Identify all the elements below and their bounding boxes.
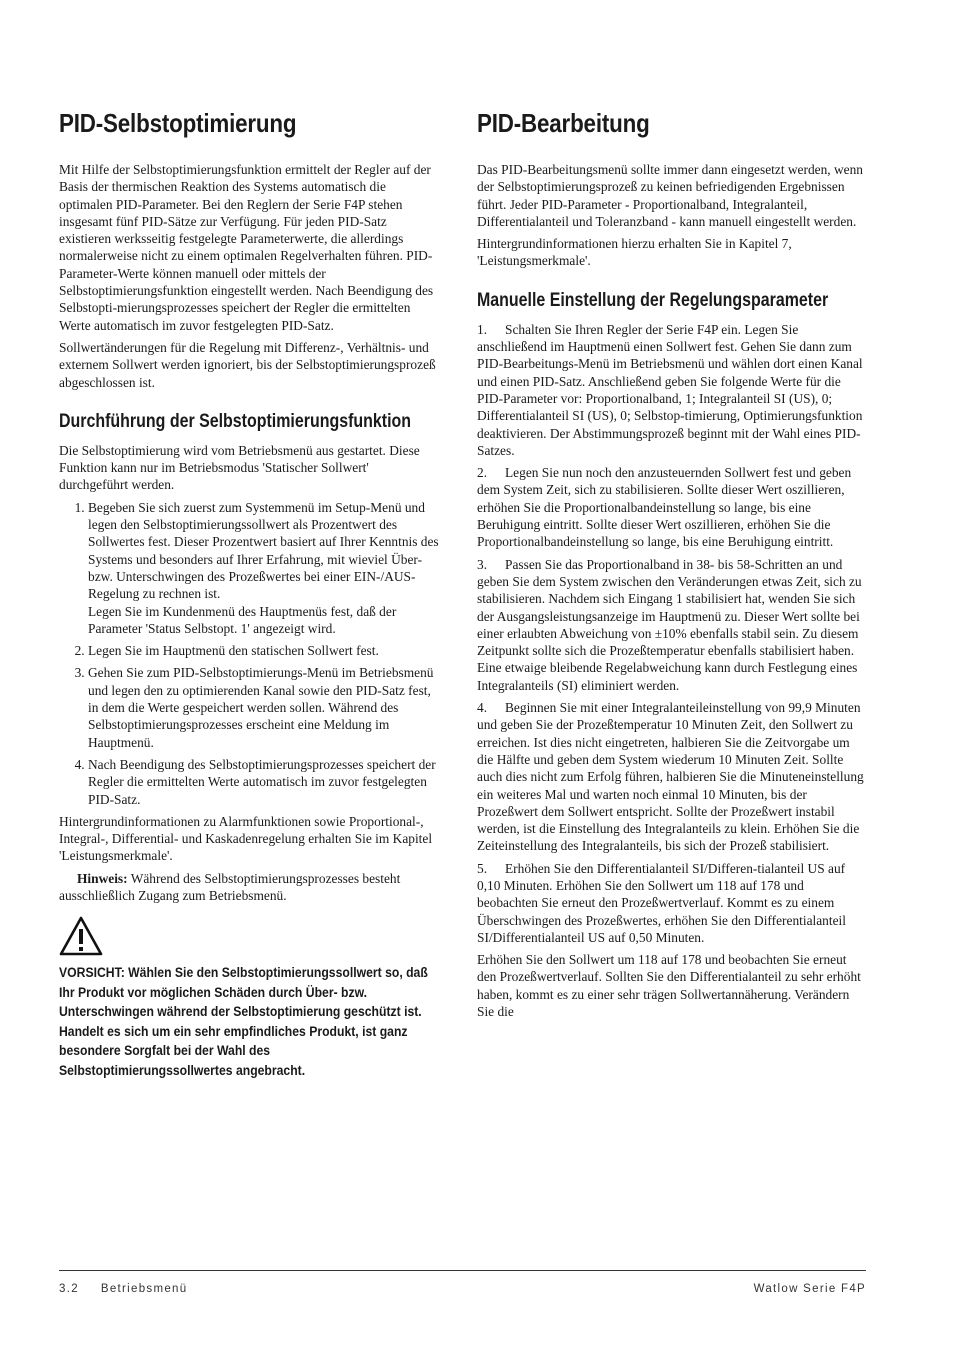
step-paragraph (477, 699, 866, 855)
step-number: 4. (477, 700, 488, 716)
intro-paragraph: Mit Hilfe der Selbstoptimierungsfunktion ermittelt der Regler auf der Basis der thermischen Reaktion des Systems automatisch die optimalen PID-Parameter. Bei den Reglern der Serie F4P stehen insgesamt fünf PID-Sätze zur Verfügung. Für jeden PID-Satz existieren werksseitig festgelegte Parameterwerte, die allerdings normalerweise nicht zu einem optimalen Regelverhalten führen. PID-Parameter-Werte können manuell oder mittels der Selbstoptimierungsfunktion eingestellt werden. Nach Beendigung des Selbstopti-mierungsprozesses speichert der Regler die ermittelten Werte automatisch im zuvor festgelegten PID-Satz. (59, 162, 434, 333)
note-paragraph (59, 870, 441, 905)
step-extra-paragraph: Legen Sie im Kundenmenü des Hauptmenüs fest, daß der Parameter 'Status Selbstopt. 1' angezeigt wird. (88, 603, 397, 636)
page-title-pid-selbstoptimierung: PID-Selbstoptimierung (59, 108, 297, 138)
caution-text: VORSICHT: Wählen Sie den Selbstoptimierungssollwert so, daß Ihr Produkt vor möglichen Schäden durch Über- bzw. Unterschwingen während der Selbstoptimierung geschützt ist. Handelt es sich um ein sehr empfindliches Produkt, ist ganz besondere Sorgfalt bei der Wahl des Selbstoptimierungssollwertes angebracht. (59, 965, 428, 1079)
footer-left (59, 1283, 187, 1295)
background-paragraph: Hintergrundinformationen zu Alarmfunktionen sowie Proportional-, Integral-, Differential- und Kaskadenregelung erhalten Sie im Kapitel 'Leistungsmerkmale'. (59, 813, 433, 864)
setpoint-paragraph: Sollwertänderungen für die Regelung mit Differenz-, Verhältnis- und externem Sollwert werden ignoriert, bis der Selbstoptimierungsprozeß abgeschlossen ist. (59, 339, 436, 390)
closing-paragraph: Erhöhen Sie den Sollwert um 118 auf 178 und beobachten Sie erneut den Prozeßwertverlauf. Sollten Sie den Differentialanteil zu sehr erhöht haben, kommt es zu einer sehr trägen Sollwertannäherung. Verändern Sie die (477, 952, 861, 1020)
page-number: 3.2 (59, 1283, 79, 1295)
left-column (59, 108, 441, 1086)
page-title-pid-bearbeitung: PID-Bearbeitung (477, 108, 650, 138)
step-text: Erhöhen Sie den Differentialanteil SI/Differen-tialanteil US auf 0,10 Minuten. Erhöhen Sie den Sollwert um 118 auf 178 und beobachten Sie erneut den Prozeßwertverlauf. Kommt es zu einem Überschwingen des Prozeßwertes, erhöhen Sie den Differentialanteil SI/Differentialanteil US auf 0,50 Minuten. (477, 860, 846, 945)
section-paragraph: Die Selbstoptimierung wird vom Betriebsmenü aus gestartet. Diese Funktion kann nur im Betriebsmodus 'Statischer Sollwert' durchgeführt werden. (59, 442, 420, 493)
footer-product-name: Watlow Serie F4P (753, 1283, 866, 1295)
step-text: Passen Sie das Proportionalband in 38- bis 58-Schritten an und geben Sie dem System zwischen den Veränderungen etwas Zeit, sich zu stabilisieren. Nachdem sich Eingang 1 stabilisiert hat, wenden Sie sich der Ausgangsleistungsanzeige im Hauptmenü zu. Dieser Wert sollte bei einer erlaubten Abweichung von ±10% ebenfalls stabil sein. Zu diesem Zeitpunkt sollte sich die Prozeßtemperatur ebenfalls stabilisiert haben. Eine etwaige bleibende Regelabweichung kann durch Festlegung eines Integralanteils (SI) eliminiert werden. (477, 556, 862, 693)
step-text: Beginnen Sie mit einer Integralanteileinstellung von 99,9 Minuten und geben Sie der Prozeßtemperatur 10 Minuten Zeit, den Sollwert zu erreichen. Ist dies nicht eingetreten, halbieren Sie die Zeitvorgabe um die Hälfte und geben dem System wiederum 10 Minuten Zeit. Sollte auch dies nicht zum Erfolg führen, halbieren Sie die Minuteneinstellung ein weiteres Mal und warten noch einmal 10 Minuten, bis der Prozeßwert dem Sollwert entspricht. Sollte der Prozeßwert instabil werden, ist die Einstellung des Integralanteils zu klein. Erhöhen Sie die Zeiteinstellung des Integralanteils, bis sich der Prozeß stabilisiert. (477, 700, 864, 854)
step-number: 2. (477, 465, 488, 481)
list-item: 4. Nach Beendigung des Selbstoptimierungsprozesses speichert der Regler die ermittelten Werte automatisch im zuvor festgelegten PID-Satz. (88, 756, 441, 808)
step-text: Schalten Sie Ihren Regler der Serie F4P ein. Legen Sie anschließend im Hauptmenü einen Sollwert fest. Gehen Sie dann zum PID-Bearbeitungs-Menü im Betriebsmenü und wählen dort einen Kanal und einen PID-Satz. Anschließend geben Sie folgende Werte für die PID-Parameter vor: Proportionalband, 1; Integralanteil SI (US), 0; Differentialanteil SI (US), 0; Selbstop-timierung, Optimierungsfunktion deaktivieren. Der Abstimmungsprozeß beginnt mit der Wahl eines PID-Satzes. (477, 321, 863, 458)
step-paragraph (477, 860, 866, 946)
step-number: 1. (477, 321, 488, 337)
list-item (88, 499, 441, 637)
step-paragraph (477, 464, 866, 550)
right-column (477, 108, 866, 1025)
step-paragraph (477, 321, 866, 459)
step-paragraph (477, 556, 866, 694)
footer-divider (59, 1270, 866, 1271)
section-name: Betriebsmenü (100, 1283, 188, 1295)
section-heading-durchfuehrung: Durchführung der Selbstoptimierungsfunktion (59, 410, 412, 432)
list-item: 2. Legen Sie im Hauptmenü den statischen Sollwert fest. (88, 642, 441, 659)
warning-triangle-icon (59, 916, 103, 956)
note-label: Hinweis: (77, 870, 128, 886)
step-text: Begeben Sie sich zuerst zum Systemmenü im Setup-Menü und legen den Selbstoptimierungssollwert als Prozentwert des Sollwertes fest. Dieser Prozentwert basiert auf Ihrer Kenntnis des Systems und besonders auf Ihrer Erfahrung, mit wieviel Über- bzw. Unterschwingen des Prozeßwertes bei einer EIN-/AUS-Regelung zu rechnen ist. (88, 499, 439, 602)
intro-paragraph: Das PID-Bearbeitungsmenü sollte immer dann eingesetzt werden, wenn der Selbstoptimierungsprozeß zu keinen befriedigenden Ergebnissen führt. Jeder PID-Parameter - Proportionalband, Integralanteil, Differentialanteil und Toleranzband - kann manuell eingestellt werden. (477, 162, 863, 229)
steps-list (59, 499, 441, 808)
section-heading-manuelle-einstellung: Manuelle Einstellung der Regelungsparameter (477, 289, 829, 311)
note-text: Während des Selbstoptimierungsprozesses besteht ausschließlich Zugang zum Betriebsmenü. (59, 870, 401, 903)
list-item: 3. Gehen Sie zum PID-Selbstoptimierungs-Menü im Betriebsmenü und legen den zu optimierenden Kanal sowie den PID-Satz fest, in dem die Werte gespeichert werden sollen. Während des Selbstoptimierungsprozesses erscheint eine Meldung im Hauptmenü. (88, 664, 441, 750)
step-text: Legen Sie nun noch den anzusteuernden Sollwert fest und geben dem System Zeit, sich zu stabilisieren. Sollte dieser Wert oszillieren, erhöhen Sie die Proportionalbandeinstellung so lange, bis eine Beruhigung eintritt. Sollte dieser Wert oszillieren, erhöhen Sie die Proportionalbandeinstellung so lange, bis eine Beruhigung eintritt. (477, 465, 852, 550)
background-paragraph: Hintergrundinformationen hierzu erhalten Sie in Kapitel 7, 'Leistungsmerkmale'. (477, 236, 792, 269)
step-number: 3. (477, 556, 488, 572)
step-number: 5. (477, 860, 488, 876)
